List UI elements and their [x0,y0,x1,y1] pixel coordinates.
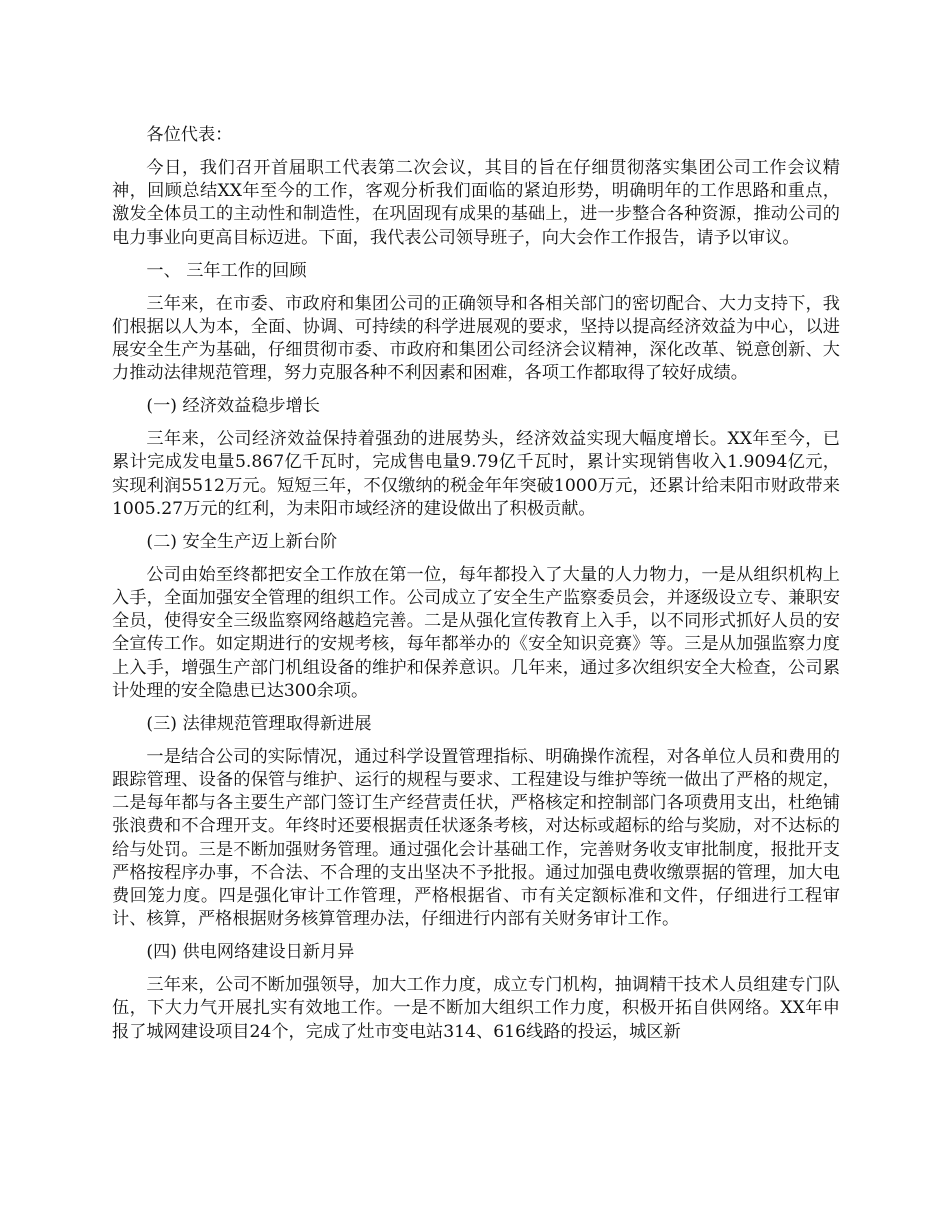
subsection-heading-2: (二) 安全生产迈上新台阶 [146,531,338,552]
section-heading: 一、 三年工作的回顾 [146,260,307,281]
subsection-heading-1: (一) 经济效益稳步增长 [146,396,320,417]
subsection-paragraph-1: 三年来，公司经济效益保持着强劲的进展势头，经济效益实现大幅度增长。XX年至今，已累计完成发电量5.867亿千瓦时，完成售电量9.79亿千瓦时，累计实现销售收入1.9094亿元，实现利润5512万元。短短三年，不仅缴纳的税金年年突破1000万元，还累计给耒阳市财政带来1005.27万元的红利，为耒阳市域经济的建设做出了积极贡献。 [112,429,840,519]
subsection-paragraph-4: 三年来，公司不断加强领导，加大工作力度，成立专门机构，抽调精干技术人员组建专门队伍，下大力气开展扎实有效地工作。一是不断加大组织工作力度，积极开拓自供网络。XX年申报了城网建设项目24个，完成了灶市变电站314、616线路的投运，城区新 [112,975,840,1042]
subsection-paragraph-3: 一是结合公司的实际情况，通过科学设置管理指标、明确操作流程，对各单位人员和费用的跟踪管理、设备的保管与维护、运行的规程与要求、工程建设与维护等统一做出了严格的规定，二是每年都与各主要生产部门签订生产经营责任状，严格核定和控制部门各项费用支出，杜绝铺张浪费和不合理开支。年终时还要根据责任状逐条考核，对达标或超标的给与奖励，对不达标的给与处罚。三是不断加强财务管理。通过强化会计基础工作，完善财务收支审批制度，报批开支严格按程序办事，不合法、不合理的支出坚决不予批报。通过加强电费收缴票据的管理，加大电费回笼力度。四是强化审计工作管理，严格根据省、市有关定额标准和文件，仔细进行工程审计、核算，严格根据财务核算管理办法，仔细进行内部有关财务审计工作。 [112,746,840,930]
document-body [112,124,840,1054]
intro-paragraph: 今日，我们召开首届职工代表第二次会议，其目的旨在仔细贯彻落实集团公司工作会议精神，回顾总结XX年至今的工作，客观分析我们面临的紧迫形势，明确明年的工作思路和重点，激发全体员工的主动性和制造性，在巩固现有成果的基础上，进一步整合各种资源，推动公司的电力事业向更高目标迈进。下面，我代表公司领导班子，向大会作工作报告，请予以审议。 [112,158,840,248]
greeting: 各位代表： [146,125,233,145]
subsection-heading-4: (四) 供电网络建设日新月异 [146,942,355,963]
subsection-heading-3: (三) 法律规范管理取得新进展 [146,713,372,734]
subsection-paragraph-2: 公司由始至终都把安全工作放在第一位，每年都投入了大量的人力物力，一是从组织机构上入手，全面加强安全管理的组织工作。公司成立了安全生产监察委员会，并逐级设立专、兼职安全员，使得安全三级监察网络越趋完善。二是从强化宣传教育上入手，以不同形式抓好人员的安全宣传工作。如定期进行的安规考核，每年都举办的《安全知识竞赛》等。三是从加强监察力度上入手，增强生产部门机组设备的维护和保养意识。几年来，通过多次组织安全大检查，公司累计处理的安全隐患已达300余项。 [112,564,840,701]
section-paragraph: 三年来，在市委、市政府和集团公司的正确领导和各相关部门的密切配合、大力支持下，我们根据以人为本，全面、协调、可持续的科学进展观的要求，坚持以提高经济效益为中心，以进展安全生产为基础，仔细贯彻市委、市政府和集团公司经济会议精神，深化改革、锐意创新、大力推动法律规范管理，努力克服各种不利因素和困难，各项工作都取得了较好成绩。 [112,293,840,384]
